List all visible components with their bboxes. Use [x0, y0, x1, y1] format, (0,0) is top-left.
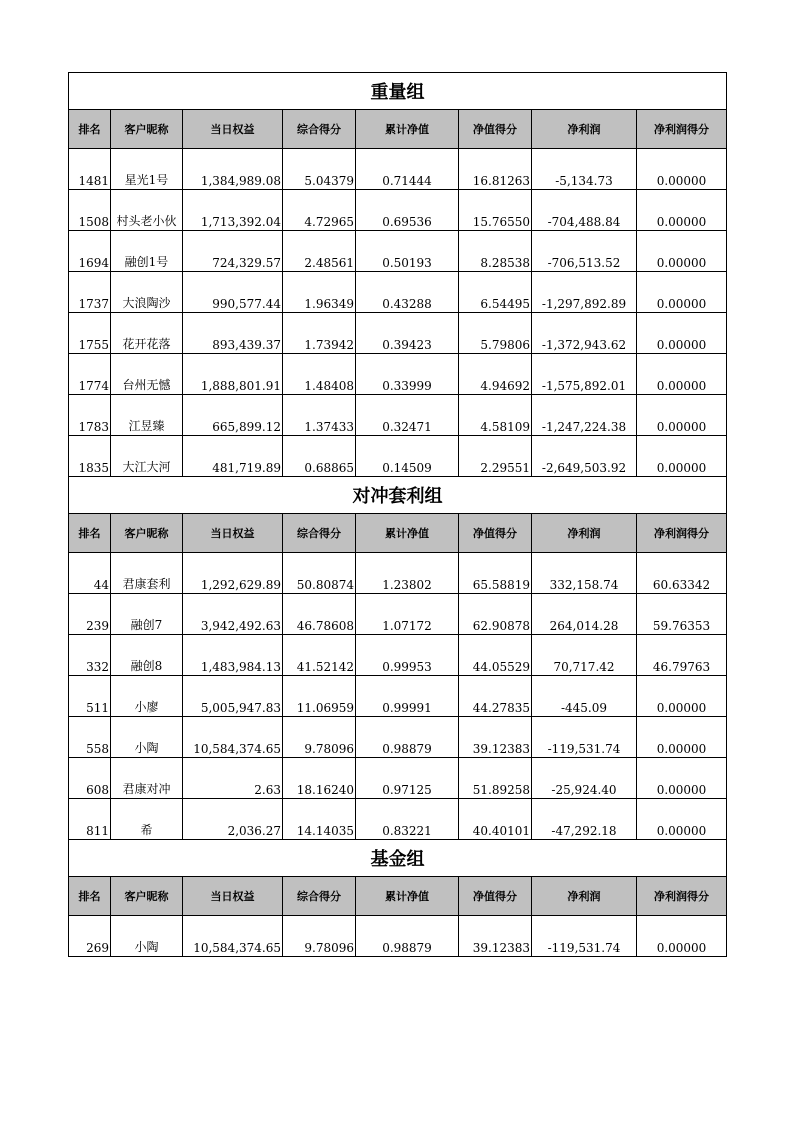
cell-nav-score: 44.27835 — [459, 676, 532, 717]
cell-nav-score: 8.28538 — [459, 231, 532, 272]
cell-net-profit-score: 0.00000 — [637, 916, 727, 957]
cell-nav-score: 44.05529 — [459, 635, 532, 676]
column-header-rank: 排名 — [69, 877, 111, 916]
cell-rank: 1835 — [69, 436, 111, 477]
cell-nickname: 台州无憾 — [111, 354, 183, 395]
cell-net-profit: -1,372,943.62 — [532, 313, 637, 354]
cell-composite-score: 50.80874 — [283, 553, 356, 594]
group-title: 重量组 — [69, 73, 727, 110]
group-title-row — [69, 73, 727, 110]
cell-composite-score: 14.14035 — [283, 799, 356, 840]
group-title-row — [69, 477, 727, 514]
table-row — [69, 717, 727, 758]
cell-net-profit-score: 0.00000 — [637, 436, 727, 477]
column-header-cumulative-nav: 累计净值 — [356, 514, 459, 553]
cell-composite-score: 0.68865 — [283, 436, 356, 477]
cell-rank: 1755 — [69, 313, 111, 354]
cell-composite-score: 1.73942 — [283, 313, 356, 354]
cell-cumulative-nav: 0.33999 — [356, 354, 459, 395]
cell-nickname: 村头老小伙 — [111, 190, 183, 231]
cell-net-profit-score: 0.00000 — [637, 313, 727, 354]
group-title: 基金组 — [69, 840, 727, 877]
table-row — [69, 594, 727, 635]
cell-composite-score: 4.72965 — [283, 190, 356, 231]
cell-net-profit-score: 0.00000 — [637, 149, 727, 190]
column-header-cumulative-nav: 累计净值 — [356, 110, 459, 149]
cell-composite-score: 41.52142 — [283, 635, 356, 676]
cell-composite-score: 2.48561 — [283, 231, 356, 272]
group-title-row — [69, 840, 727, 877]
cell-composite-score: 9.78096 — [283, 916, 356, 957]
cell-net-profit-score: 0.00000 — [637, 799, 727, 840]
cell-daily-equity: 1,292,629.89 — [183, 553, 283, 594]
cell-nickname: 大江大河 — [111, 436, 183, 477]
cell-cumulative-nav: 0.43288 — [356, 272, 459, 313]
column-header-rank: 排名 — [69, 110, 111, 149]
column-header-row — [69, 514, 727, 553]
column-header-composite-score: 综合得分 — [283, 877, 356, 916]
column-header-daily-equity: 当日权益 — [183, 110, 283, 149]
table-row — [69, 916, 727, 957]
cell-daily-equity: 481,719.89 — [183, 436, 283, 477]
cell-nickname: 大浪陶沙 — [111, 272, 183, 313]
cell-nav-score: 39.12383 — [459, 916, 532, 957]
cell-nickname: 花开花落 — [111, 313, 183, 354]
cell-nav-score: 2.29551 — [459, 436, 532, 477]
cell-nav-score: 16.81263 — [459, 149, 532, 190]
column-header-nav-score: 净值得分 — [459, 110, 532, 149]
table-row — [69, 190, 727, 231]
cell-daily-equity: 10,584,374.65 — [183, 717, 283, 758]
cell-daily-equity: 724,329.57 — [183, 231, 283, 272]
table-row — [69, 799, 727, 840]
column-header-nav-score: 净值得分 — [459, 514, 532, 553]
cell-daily-equity: 2.63 — [183, 758, 283, 799]
cell-net-profit-score: 0.00000 — [637, 354, 727, 395]
column-header-row — [69, 877, 727, 916]
ranking-table — [68, 72, 727, 957]
cell-cumulative-nav: 0.98879 — [356, 916, 459, 957]
cell-nav-score: 15.76550 — [459, 190, 532, 231]
cell-daily-equity: 5,005,947.83 — [183, 676, 283, 717]
cell-rank: 269 — [69, 916, 111, 957]
cell-nickname: 希 — [111, 799, 183, 840]
cell-net-profit-score: 0.00000 — [637, 717, 727, 758]
table-row — [69, 676, 727, 717]
column-header-row — [69, 110, 727, 149]
cell-nav-score: 39.12383 — [459, 717, 532, 758]
cell-rank: 511 — [69, 676, 111, 717]
cell-daily-equity: 893,439.37 — [183, 313, 283, 354]
cell-rank: 1694 — [69, 231, 111, 272]
column-header-composite-score: 综合得分 — [283, 110, 356, 149]
cell-net-profit: -119,531.74 — [532, 916, 637, 957]
cell-net-profit: -704,488.84 — [532, 190, 637, 231]
column-header-net-profit-score: 净利润得分 — [637, 877, 727, 916]
cell-net-profit: 264,014.28 — [532, 594, 637, 635]
cell-daily-equity: 1,888,801.91 — [183, 354, 283, 395]
cell-net-profit-score: 0.00000 — [637, 758, 727, 799]
cell-net-profit-score: 0.00000 — [637, 190, 727, 231]
table-row — [69, 272, 727, 313]
cell-nav-score: 62.90878 — [459, 594, 532, 635]
cell-cumulative-nav: 0.14509 — [356, 436, 459, 477]
group-title: 对冲套利组 — [69, 477, 727, 514]
cell-net-profit: -2,649,503.92 — [532, 436, 637, 477]
cell-daily-equity: 1,384,989.08 — [183, 149, 283, 190]
cell-rank: 1737 — [69, 272, 111, 313]
column-header-net-profit: 净利润 — [532, 877, 637, 916]
column-header-net-profit-score: 净利润得分 — [637, 110, 727, 149]
cell-net-profit: -47,292.18 — [532, 799, 637, 840]
cell-net-profit: -706,513.52 — [532, 231, 637, 272]
cell-nickname: 君康对冲 — [111, 758, 183, 799]
cell-cumulative-nav: 0.99991 — [356, 676, 459, 717]
cell-net-profit-score: 60.63342 — [637, 553, 727, 594]
cell-daily-equity: 1,713,392.04 — [183, 190, 283, 231]
cell-daily-equity: 2,036.27 — [183, 799, 283, 840]
cell-nickname: 星光1号 — [111, 149, 183, 190]
cell-net-profit: -1,575,892.01 — [532, 354, 637, 395]
cell-net-profit: -5,134.73 — [532, 149, 637, 190]
cell-composite-score: 18.16240 — [283, 758, 356, 799]
cell-rank: 44 — [69, 553, 111, 594]
cell-nav-score: 4.94692 — [459, 354, 532, 395]
cell-composite-score: 46.78608 — [283, 594, 356, 635]
cell-cumulative-nav: 0.39423 — [356, 313, 459, 354]
cell-net-profit: -1,297,892.89 — [532, 272, 637, 313]
cell-cumulative-nav: 0.32471 — [356, 395, 459, 436]
cell-net-profit: -25,924.40 — [532, 758, 637, 799]
cell-net-profit-score: 0.00000 — [637, 231, 727, 272]
cell-rank: 1783 — [69, 395, 111, 436]
cell-daily-equity: 1,483,984.13 — [183, 635, 283, 676]
cell-rank: 239 — [69, 594, 111, 635]
cell-cumulative-nav: 0.99953 — [356, 635, 459, 676]
table-row — [69, 635, 727, 676]
table-row — [69, 758, 727, 799]
cell-nav-score: 65.58819 — [459, 553, 532, 594]
table-row — [69, 231, 727, 272]
table-row — [69, 395, 727, 436]
column-header-daily-equity: 当日权益 — [183, 877, 283, 916]
cell-nickname: 小陶 — [111, 916, 183, 957]
cell-nav-score: 4.58109 — [459, 395, 532, 436]
cell-nickname: 君康套利 — [111, 553, 183, 594]
cell-nav-score: 40.40101 — [459, 799, 532, 840]
cell-rank: 608 — [69, 758, 111, 799]
column-header-net-profit-score: 净利润得分 — [637, 514, 727, 553]
column-header-cumulative-nav: 累计净值 — [356, 877, 459, 916]
column-header-rank: 排名 — [69, 514, 111, 553]
table-row — [69, 553, 727, 594]
cell-net-profit-score: 0.00000 — [637, 676, 727, 717]
column-header-composite-score: 综合得分 — [283, 514, 356, 553]
cell-nav-score: 6.54495 — [459, 272, 532, 313]
cell-rank: 1774 — [69, 354, 111, 395]
cell-net-profit: 332,158.74 — [532, 553, 637, 594]
cell-daily-equity: 10,584,374.65 — [183, 916, 283, 957]
cell-daily-equity: 3,942,492.63 — [183, 594, 283, 635]
cell-net-profit-score: 46.79763 — [637, 635, 727, 676]
cell-cumulative-nav: 1.07172 — [356, 594, 459, 635]
cell-net-profit: -445.09 — [532, 676, 637, 717]
cell-rank: 332 — [69, 635, 111, 676]
table-row — [69, 149, 727, 190]
cell-cumulative-nav: 0.98879 — [356, 717, 459, 758]
cell-composite-score: 1.48408 — [283, 354, 356, 395]
cell-net-profit: 70,717.42 — [532, 635, 637, 676]
cell-rank: 558 — [69, 717, 111, 758]
table-row — [69, 436, 727, 477]
cell-net-profit-score: 0.00000 — [637, 395, 727, 436]
cell-nav-score: 51.89258 — [459, 758, 532, 799]
cell-nav-score: 5.79806 — [459, 313, 532, 354]
cell-cumulative-nav: 0.50193 — [356, 231, 459, 272]
cell-daily-equity: 990,577.44 — [183, 272, 283, 313]
table-row — [69, 354, 727, 395]
column-header-daily-equity: 当日权益 — [183, 514, 283, 553]
cell-rank: 811 — [69, 799, 111, 840]
column-header-nickname: 客户昵称 — [111, 877, 183, 916]
cell-nickname: 江昱臻 — [111, 395, 183, 436]
cell-net-profit: -119,531.74 — [532, 717, 637, 758]
column-header-nickname: 客户昵称 — [111, 514, 183, 553]
cell-net-profit: -1,247,224.38 — [532, 395, 637, 436]
column-header-nickname: 客户昵称 — [111, 110, 183, 149]
cell-net-profit-score: 0.00000 — [637, 272, 727, 313]
cell-nickname: 小陶 — [111, 717, 183, 758]
column-header-nav-score: 净值得分 — [459, 877, 532, 916]
cell-cumulative-nav: 0.71444 — [356, 149, 459, 190]
cell-composite-score: 1.37433 — [283, 395, 356, 436]
column-header-net-profit: 净利润 — [532, 110, 637, 149]
cell-composite-score: 11.06959 — [283, 676, 356, 717]
cell-daily-equity: 665,899.12 — [183, 395, 283, 436]
cell-nickname: 融创1号 — [111, 231, 183, 272]
cell-nickname: 融创7 — [111, 594, 183, 635]
cell-cumulative-nav: 0.97125 — [356, 758, 459, 799]
cell-nickname: 小廖 — [111, 676, 183, 717]
cell-composite-score: 9.78096 — [283, 717, 356, 758]
cell-cumulative-nav: 0.69536 — [356, 190, 459, 231]
cell-cumulative-nav: 0.83221 — [356, 799, 459, 840]
ranking-sheet — [68, 72, 726, 957]
cell-composite-score: 1.96349 — [283, 272, 356, 313]
cell-net-profit-score: 59.76353 — [637, 594, 727, 635]
cell-cumulative-nav: 1.23802 — [356, 553, 459, 594]
table-row — [69, 313, 727, 354]
cell-rank: 1481 — [69, 149, 111, 190]
cell-composite-score: 5.04379 — [283, 149, 356, 190]
column-header-net-profit: 净利润 — [532, 514, 637, 553]
cell-rank: 1508 — [69, 190, 111, 231]
cell-nickname: 融创8 — [111, 635, 183, 676]
